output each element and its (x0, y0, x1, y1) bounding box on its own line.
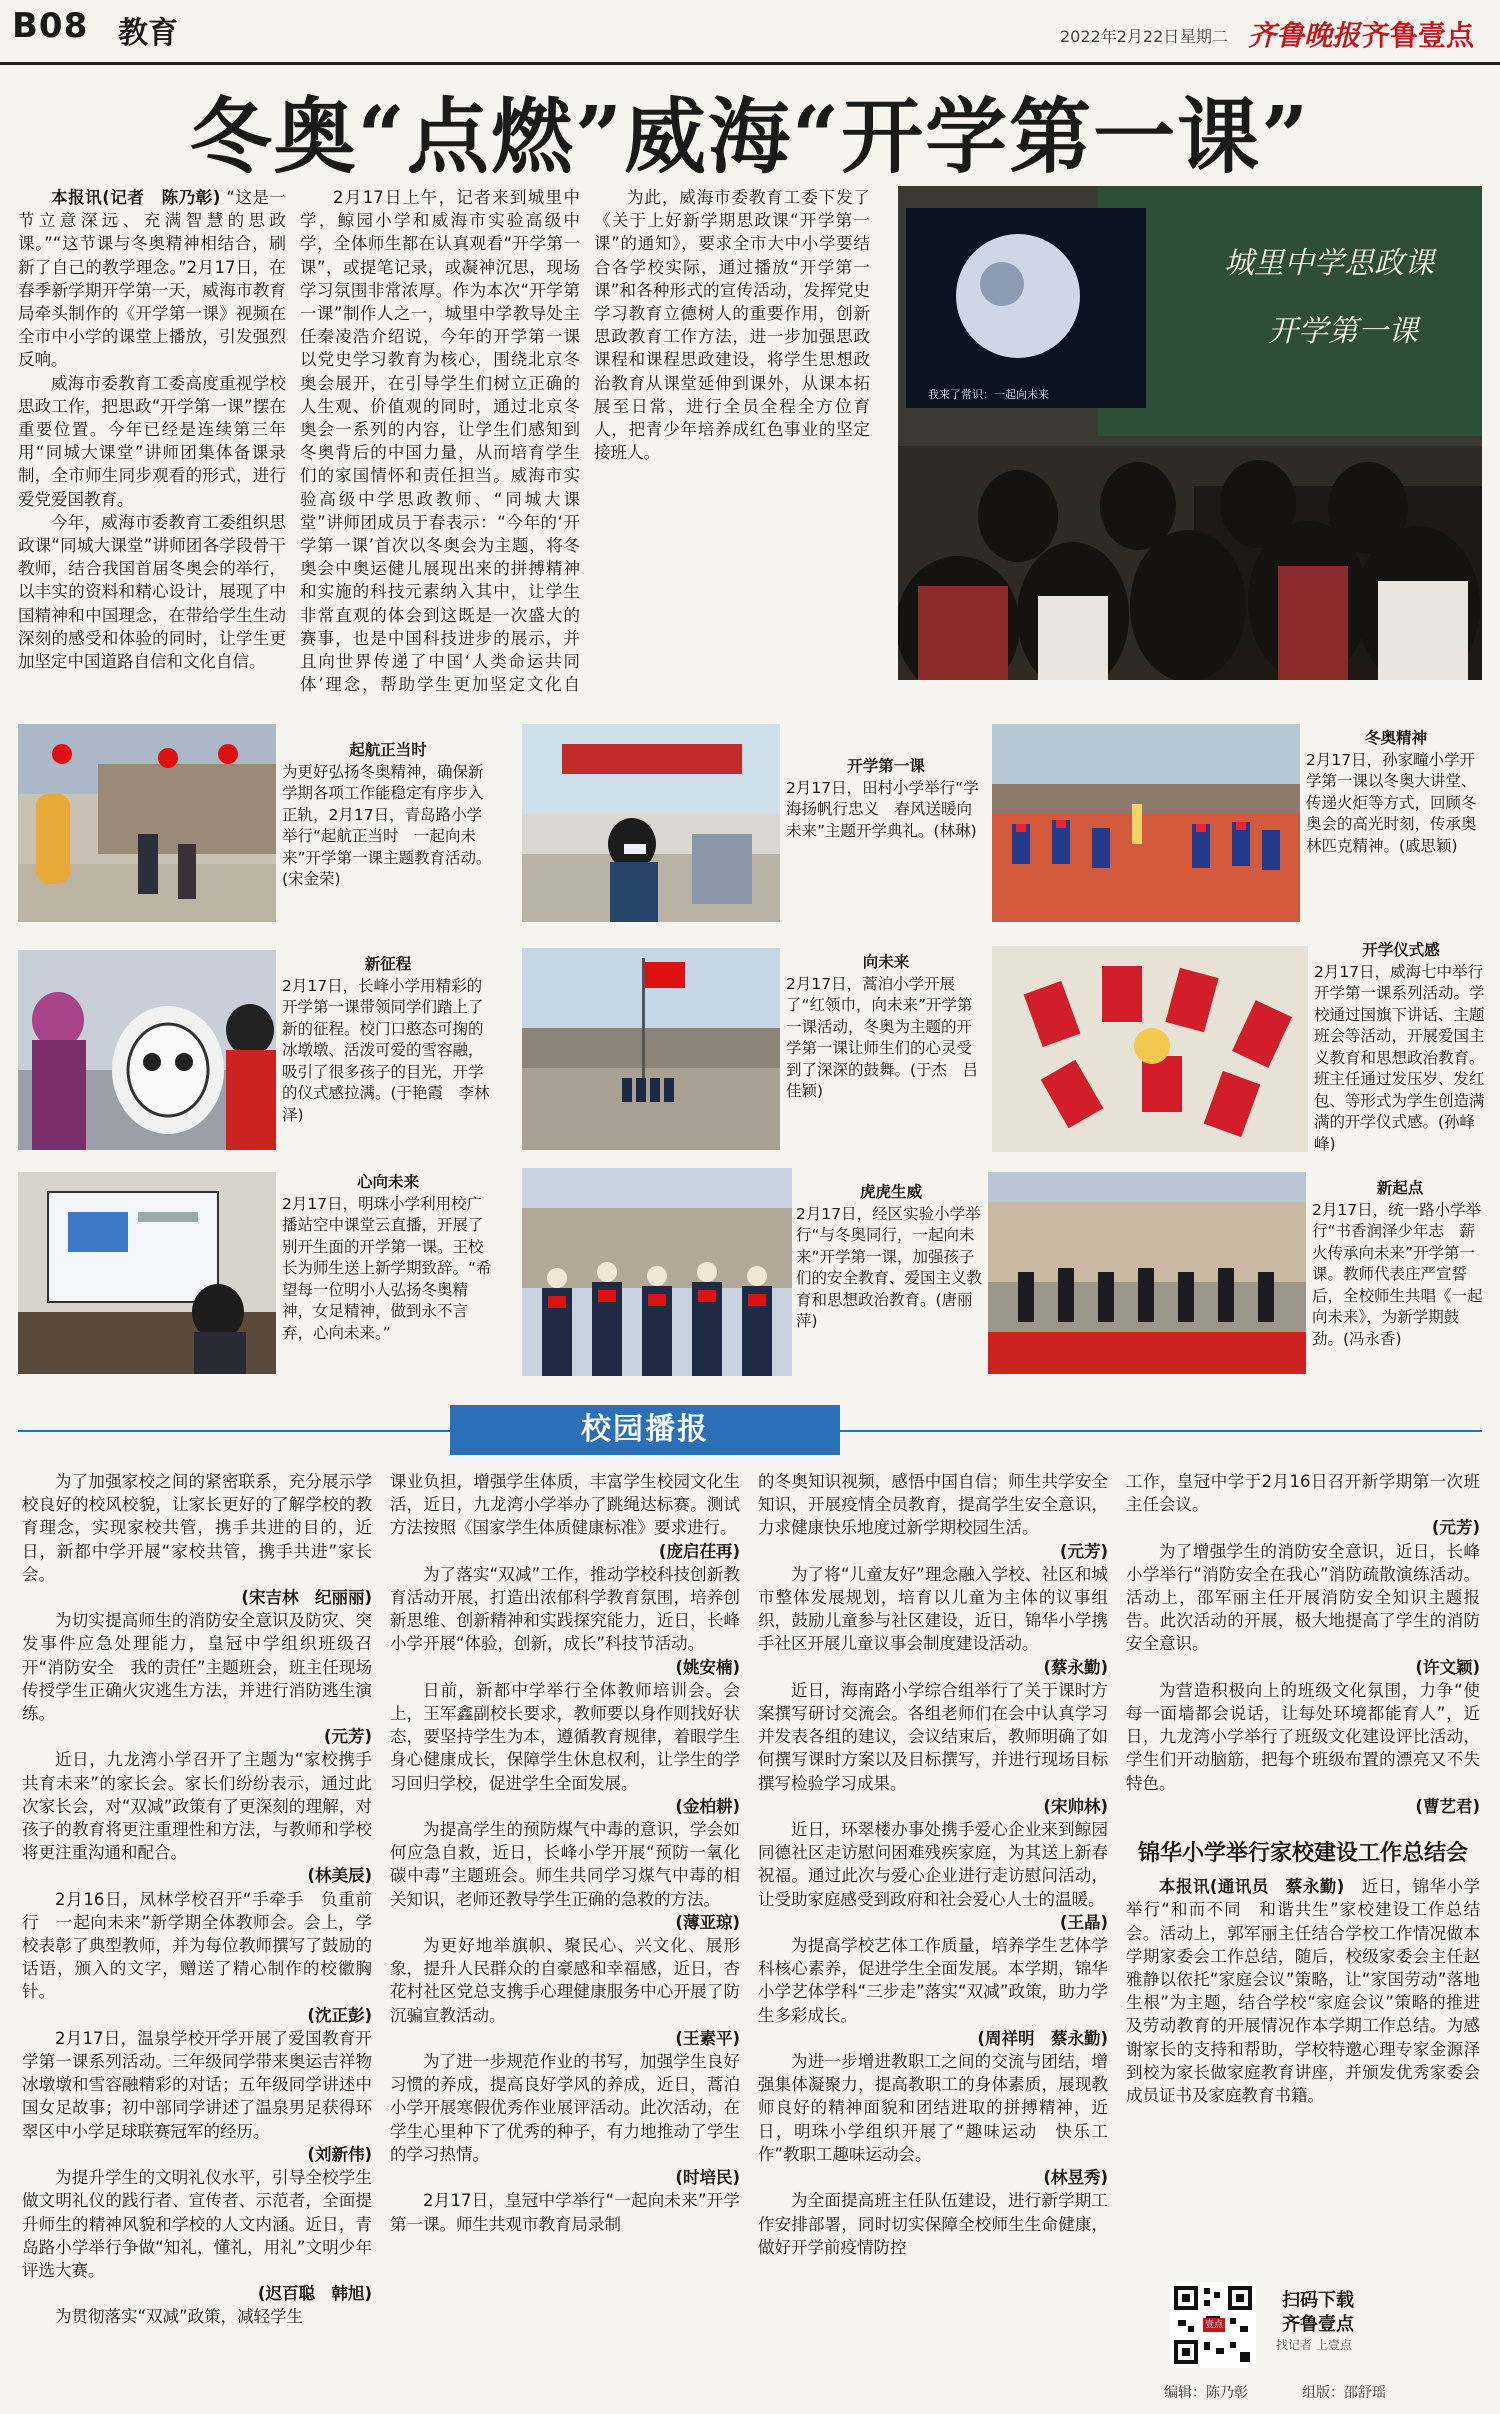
caption-jingqu-shiyan-school (796, 1182, 986, 1364)
news-signature: (宋吉林 纪丽丽) (241, 1588, 372, 1608)
qr-center-logo: 壹点 (1204, 2320, 1223, 2330)
photo-mingzhu-school (18, 1172, 276, 1374)
caption-sunjiatuan-school (1306, 728, 1486, 928)
editor-credit: 编辑：陈乃彰 (1164, 2385, 1248, 2401)
news-brief: 为提升学生的文明礼仪水平，引导全校学生做文明礼仪的践行者、宣传者、示范者，全面提升师生的精神风貌和学校的人文内涵。近日，青岛路小学举行争做“知礼，懂礼，用礼”文明少年评选大赛。 (22, 2168, 372, 2280)
photo-haobo-school (522, 948, 780, 1150)
page-number: B08 (12, 6, 89, 46)
campus-news-column-4 (1126, 1470, 1480, 2270)
news-brief: 为进一步增进教职工之间的交流与团结，增强集体凝聚力，提高教职工的身体素质，展现教师良好的精神面貌和团结进取的拼搏精神，近日，明珠小学组织开展了“趣味运动 快乐工作”教职工趣味运动会。 (758, 2052, 1108, 2164)
caption-text: 2月17日，统一路小学举行“书香润泽少年志 薪火传承向未来”开学第一课。教师代表庄严宣誓后，全校师生共唱《一起向未来》，为新学期鼓劲。(冯永香) (1312, 1200, 1483, 1348)
news-signature: (沈正彭) (307, 2005, 372, 2025)
news-brief: 为营造积极向上的班级文化氛围，力争“使每一面墙都会说话，让每处环境都能育人”，近日，九龙湾小学举行了班级文化建设评比活动，学生们开动脑筋，把每个班级布置的漂亮又不失特色。 (1126, 1680, 1480, 1793)
news-brief: 近日，九龙湾小学召开了主题为“家校携手 共育未来”的家长会。家长们纷纷表示，通过此次家长会，对“双减”政策有了更深刻的理解，对孩子的教育将更注重理性和方法，与教师和学校将更注重沟通和配合。 (22, 1750, 372, 1863)
news-brief: 为切实提高师生的消防安全意识及防灾、突发事件应急处理能力，皇冠中学组织班级召开“消防安全 我的责任”主题班会，班主任现场传授学生正确火灾逃生方法，并进行消防逃生演练。 (22, 1611, 372, 1724)
news-brief: 2月16日，凤林学校召开“手牵手 负重前行 一起向未来”新学期全体教师会。会上，学校表彰了典型教师，并为每位教师撰写了鼓励的话语，颁入的文字，赠送了精心制作的校徽胸针。 (22, 1889, 372, 2002)
caption-text: 2月17日，明珠小学利用校广播站空中课堂云直播，开展了别开生面的开学第一课。王校长为师生送上新学期致辞。“希望每一位明小人弘扬冬奥精神，女足精神，做到永不言弃，心向未来。” (282, 1194, 492, 1342)
issue-weekday: 星期二 (1180, 27, 1229, 46)
news-signature: (王素平) (675, 2028, 740, 2048)
news-signature: (林美辰) (307, 1866, 372, 1886)
lead-paragraph: 今年，威海市委教育工委组织思政课“同城大课堂”讲师团各学段骨干教师，结合我国首届冬奥会的举行，以丰实的资料和精心设计，展现了中国精神和中国理念，在带给学生生动深刻的感受和体验的同时，让学生更加坚定中国道路自信和文化自信。 (18, 512, 286, 672)
news-brief: 2月17日，皇冠中学举行“一起向未来”开学第一课。师生共观市教育局录制 (390, 2191, 740, 2234)
caption-title: 起航正当时 (349, 741, 427, 759)
campus-news-column-3 (758, 1470, 1108, 2400)
photo-tiancun-school (522, 724, 780, 922)
news-brief: 2月17日，温泉学校开学开展了爱国教育开学第一课系列活动。三年级同学带来奥运吉祥物冰墩墩和雪容融精彩的对话；五年级同学讲述中国女足故事；初中部同学讲述了温泉男足获得环翠区中小学足球联赛冠军的经历。 (22, 2028, 372, 2141)
news-brief: 为了增强学生的消防安全意识，近日，长峰小学举行“消防安全在我心”消防疏散演练活动。活动上，邵军丽主任开展消防安全知识主题报告。此次活动的开展，极大地提高了学生的消防安全意识。 (1126, 1541, 1480, 1654)
issue-date: 2022年2月22日 (1060, 27, 1180, 46)
lead-paragraph: 为此，威海市委教育工委下发了《关于上好新学期思政课“开学第一课”的通知》，要求全市大中小学要结合各学校实际，通过播放“开学第一课”和各种形式的宣传活动，发挥党史学习教育立德树人的重要作用，创新思政教育工作方法，进一步加强思政课程和课程思政建设，将学生思想政治教育从课堂延伸到课外，从课本拓展至日常，进行全员全程全方位育人，把青少年培养成红色事业的坚定接班人。 (594, 188, 870, 463)
qr-title-line1: 扫码下载 (1282, 2290, 1354, 2311)
caption-tiancun-school (786, 756, 986, 906)
lead-paragraph: 本报讯(记者 陈乃彰) “这是一节立意深远、充满智慧的思政课。”“这节课与冬奥精神相结合，刷新了自己的教学理念。”2月17日，在春季新学期开学第一天，威海市教育局牵头制作的《开学第一课》视频在全市中小学的课堂上播放，引发强烈反响。 (18, 188, 286, 370)
news-signature: (王晶) (1059, 1912, 1108, 1932)
photo-tongyi-road-school (988, 1172, 1306, 1374)
news-signature: (元芳) (1431, 1518, 1480, 1538)
news-signature: (元芳) (1059, 1541, 1108, 1561)
photo-sunjiatuan-school (992, 724, 1300, 922)
news-brief: 的冬奥知识视频，感悟中国自信；师生共学安全知识，开展疫情全员教育，提高学生安全意识，力求健康快乐地度过新学期校园生活。 (758, 1472, 1108, 1538)
caption-mingzhu-school (282, 1172, 494, 1378)
blackboard-title: 城里中学思政课 (1224, 246, 1434, 281)
caption-tongyi-road-school (1312, 1178, 1488, 1374)
qr-code[interactable] (1170, 2282, 1256, 2368)
caption-title: 新起点 (1376, 1179, 1424, 1197)
news-signature: (庞启茌再) (658, 1541, 740, 1561)
news-signature: (宋帅林) (1043, 1796, 1108, 1816)
news-brief: 日前，新都中学举行全体教师培训会。会上，王军鑫副校长要求，教师要以身作则找好状态，要坚持学生为本，遵循教育规律，着眼学生身心健康成长，保障学生休息权利，让学生的学习回归学校，促进学生全面发展。 (390, 1680, 740, 1793)
caption-text: 为更好弘扬冬奥精神，确保新学期各项工作能稳定有序步入正轨，2月17日，青岛路小学举行“起航正当时 一起向未来”开学第一课主题教育活动。(宋金荣) (282, 762, 492, 888)
caption-text: 2月17日，经区实验小学举行“与冬奥同行，一起向未来”开学第一课，加强孩子们的安全教育、爱国主义教育和思想政治教育。(唐丽萍) (796, 1204, 983, 1330)
caption-title: 开学仪式感 (1362, 941, 1440, 959)
news-signature: (林昱秀) (1043, 2168, 1108, 2188)
news-signature: (迟百聪 韩旭) (257, 2284, 372, 2304)
news-signature: (曹艺君) (1415, 1796, 1480, 1816)
news-signature: (元芳) (323, 1727, 372, 1747)
news-brief: 为全面提高班主任队伍建设，进行新学期工作安排部署，同时切实保障全校师生生命健康，做好开学前疫情防控 (758, 2191, 1108, 2257)
brand-logo-qilu-evening: 齐鲁晚报 (1248, 19, 1361, 52)
photo-jingqu-shiyan-school (522, 1168, 792, 1376)
news-brief: 为了落实“双减”工作，推动学校科技创新教育活动开展，打造出浓郁科学教育氛围，培养创新思维、创新精神和实践探究能力，近日，长峰小学开展“体验，创新，成长”科技节活动。 (390, 1564, 740, 1654)
lead-paragraph: 2月17日上午，记者来到城里中学，鲸园小学和威海市实验高级中学，全体师生都在认真观看“开学第一课”，或提笔记录，或凝神沉思，现场学习氛围非常浓厚。作为本次“开学第一课”制作人之一，城里中学教导处主任秦凌浩介绍说，今年的开学第一课以党史学习教育为核心，围绕北京冬奥会展开，在引导学生们树立正确的人生观、价值观的同时，通过北京冬奥会一系列的内容，让学生们感知到冬奥背后的中国力量，从而培育学生们的家国情怀和责任担当。威海市实验高级中学思政教师、“同城大课堂”讲师团成员于春表示：“今年的‘开学第一课’首次以冬奥会为主题，将冬奥会中奥运健儿展现出来的拼搏精神和实施的科技元素纳入其中，让学生非常直观的体会到这既是一次盛大的赛事，也是中国科技进步的展示，并且向世界传递了中国‘人类命运共同体’理念，帮助学生更加坚定文化自 (300, 188, 580, 694)
campus-news-banner: 校园播报 (450, 1405, 840, 1455)
news-brief: 为提高学校艺体工作质量，培养学生艺体学科核心素养，促进学生全面发展。本学期，锦华小学艺体学科“三步走”落实“双减”政策，助力学生多彩成长。 (758, 1936, 1108, 2025)
campus-news-column-2 (390, 1470, 740, 2400)
news-brief: 近日，海南路小学综合组举行了关于课时方案撰写研讨交流会。各组老师们在会中认真学习并发表各组的建议，会议结束后，教师明确了如何撰写课时方案以及目标撰写，并进行现场目标撰写检验学习成果。 (758, 1680, 1108, 1793)
news-brief: 工作，皇冠中学于2月16日召开新学期第一次班主任会议。 (1126, 1472, 1480, 1515)
lead-photo-classroom (898, 186, 1482, 680)
news-subheadline: 锦华小学举行家校建设工作总结会 (1137, 1841, 1468, 1867)
caption-text: 2月17日，孙家疃小学开学第一课以冬奥大讲堂、传递火炬等方式，回顾冬奥会的高光时刻，传承奥林匹克精神。(戚思颖) (1306, 750, 1477, 855)
headline: 冬奥“点燃”威海“开学第一课” (189, 89, 1311, 185)
caption-text: 2月17日，田村小学举行“学海扬帆行忠义 春风送暖向未来”主题开学典礼。(林琳) (786, 778, 979, 840)
news-signature: (时培民) (675, 2168, 740, 2188)
news-signature: (蔡永勤) (1043, 1657, 1108, 1677)
news-signature: (周祥明 蔡永勤) (977, 2028, 1108, 2048)
news-brief: 为更好地举旗帜、聚民心、兴文化、展形象，提升人民群众的自豪感和幸福感，近日，杏花村社区党总支携手心理健康服务中心开展了防沉骗宣教活动。 (390, 1936, 740, 2025)
news-brief: 为了进一步规范作业的书写，加强学生良好习惯的养成，提高良好学风的养成，近日，蒿泊小学开展寒假优秀作业展评活动。此次活动，在学生心里种下了优秀的种子，有力地推动了学生的学习热情。 (390, 2052, 740, 2164)
caption-text: 2月17日，威海七中举行开学第一课系列活动。学校通过国旗下讲话、主题班会等活动，开展爱国主义教育和思想政治教育。班主任通过发压岁、发红包、等形式为学生创造满满的开学仪式感。(孙峰峰) (1314, 962, 1485, 1153)
news-brief: 课业负担，增强学生体质，丰富学生校园文化生活，近日，九龙湾小学举办了跳绳达标赛。测试方法按照《国家学生体质健康标准》要求进行。 (390, 1472, 740, 1538)
caption-weihai-no7-school (1314, 940, 1488, 1154)
qr-title-line2: 齐鲁壹点 (1282, 2314, 1354, 2335)
section-title: 教育 (118, 16, 178, 51)
screen-caption: 我来了常识：一起向未来 (928, 388, 1049, 401)
caption-title: 开学第一课 (847, 757, 925, 775)
news-brief: 为提高学生的预防煤气中毒的意识，学会如何应急自救，近日，长峰小学开展“预防一氧化碳中毒”主题班会。师生共同学习煤气中毒的相关知识，老师还教导学生正确的急救的方法。 (390, 1820, 740, 1909)
designer-credit: 组版：邵舒瑶 (1302, 2385, 1386, 2401)
caption-title: 心向未来 (356, 1173, 419, 1191)
news-brief: 为贯彻落实“双减”政策，减轻学生 (55, 2307, 304, 2327)
news-brief: 近日，环翠楼办事处携手爱心企业来到鲸园同德社区走访慰问困难残疾家庭，为其送上新春祝福。通过此次与爱心企业进行走访慰问活动，让受助家庭感受到政府和社会爱心人士的温暖。 (758, 1820, 1108, 1909)
news-brief: 为了将“儿童友好”理念融入学校、社区和城市整体发展规划，培育以儿童为主体的议事组织，鼓励儿童参与社区建设，近日，锦华小学携手社区开展儿童议事会制度建设活动。 (758, 1564, 1108, 1654)
news-brief: 本报讯(通讯员 蔡永勤) 近日，锦华小学举行“和而不同 和谐共生”家校建设工作总结会。活动上，郭军丽主任结合学校工作情况做本学期家委会工作总结，随后，校级家委会主任赵雅静以依托“家庭会议”策略，让“家国劳动”落地生根”为主题，结合学校“家庭会议”策略的推进及劳动教育的开展情况作本学期工作总结。为感谢家长的支持和帮助，学校特邀心理专家金源泽到校为家长做家庭教育讲座，并颁发优秀家委会成员证书及家庭教育书籍。 (1126, 1877, 1480, 2106)
lead-paragraph: 威海市委教育工委高度重视学校思政工作，把思政“开学第一课”摆在重要位置。今年已经是连续第三年用“同城大课堂”讲师团集体备课录制，全市师生同步观看的形式，进行爱党爱国教育。 (18, 373, 286, 509)
lead-byline: 本报讯(记者 陈乃彰) (51, 188, 221, 207)
caption-title: 新征程 (364, 955, 412, 973)
news-signature: (金柏耕) (675, 1796, 740, 1816)
news-signature: (薄亚琼) (675, 1912, 740, 1932)
news-signature: (许文颖) (1415, 1657, 1480, 1677)
caption-text: 2月17日，蒿泊小学开展了“红领巾，向未来”开学第一课活动，冬奥为主题的开学第一课让师生们的心灵受到了深深的鼓舞。(于杰 吕佳颖) (786, 974, 979, 1100)
photo-weihai-no7-school (992, 946, 1308, 1152)
caption-title: 虎虎生威 (859, 1183, 922, 1201)
caption-title: 冬奥精神 (1364, 729, 1427, 747)
photo-changfeng-school (18, 950, 276, 1150)
caption-changfeng-school (282, 954, 494, 1150)
caption-title: 向未来 (862, 953, 910, 971)
lead-article-column-1 (18, 186, 286, 694)
caption-qidao-road-school (282, 740, 494, 926)
qr-subtitle: 找记者 上壹点 (1276, 2338, 1352, 2352)
caption-text: 2月17日，长峰小学用精彩的开学第一课带领同学们踏上了新的征程。校门口憨态可掬的冰墩墩、活泼可爱的雪容融，吸引了很多孩子的目光，开学的仪式感拉满。(于艳霞 李林泽) (282, 976, 490, 1124)
photo-qidao-road-school (18, 724, 276, 922)
blackboard-subtitle: 开学第一课 (1268, 314, 1418, 349)
lead-article-column-3 (594, 186, 870, 694)
brand-logo-qilu-yidian: 齐鲁壹点 (1362, 19, 1475, 52)
campus-news-column-1 (22, 1470, 372, 2400)
news-brief: 为了加强家校之间的紧密联系，充分展示学校良好的校风校貌，让家长更好的了解学校的教育理念，实现家校共管，携手共进的目的，近日，新都中学开展“家校共管，携手共进”家长会。 (22, 1472, 372, 1584)
caption-haobo-school (786, 952, 986, 1128)
news-signature: (刘新伟) (307, 2144, 372, 2164)
lead-article-column-2 (300, 186, 580, 694)
news-signature: (姚安楠) (675, 1657, 740, 1677)
